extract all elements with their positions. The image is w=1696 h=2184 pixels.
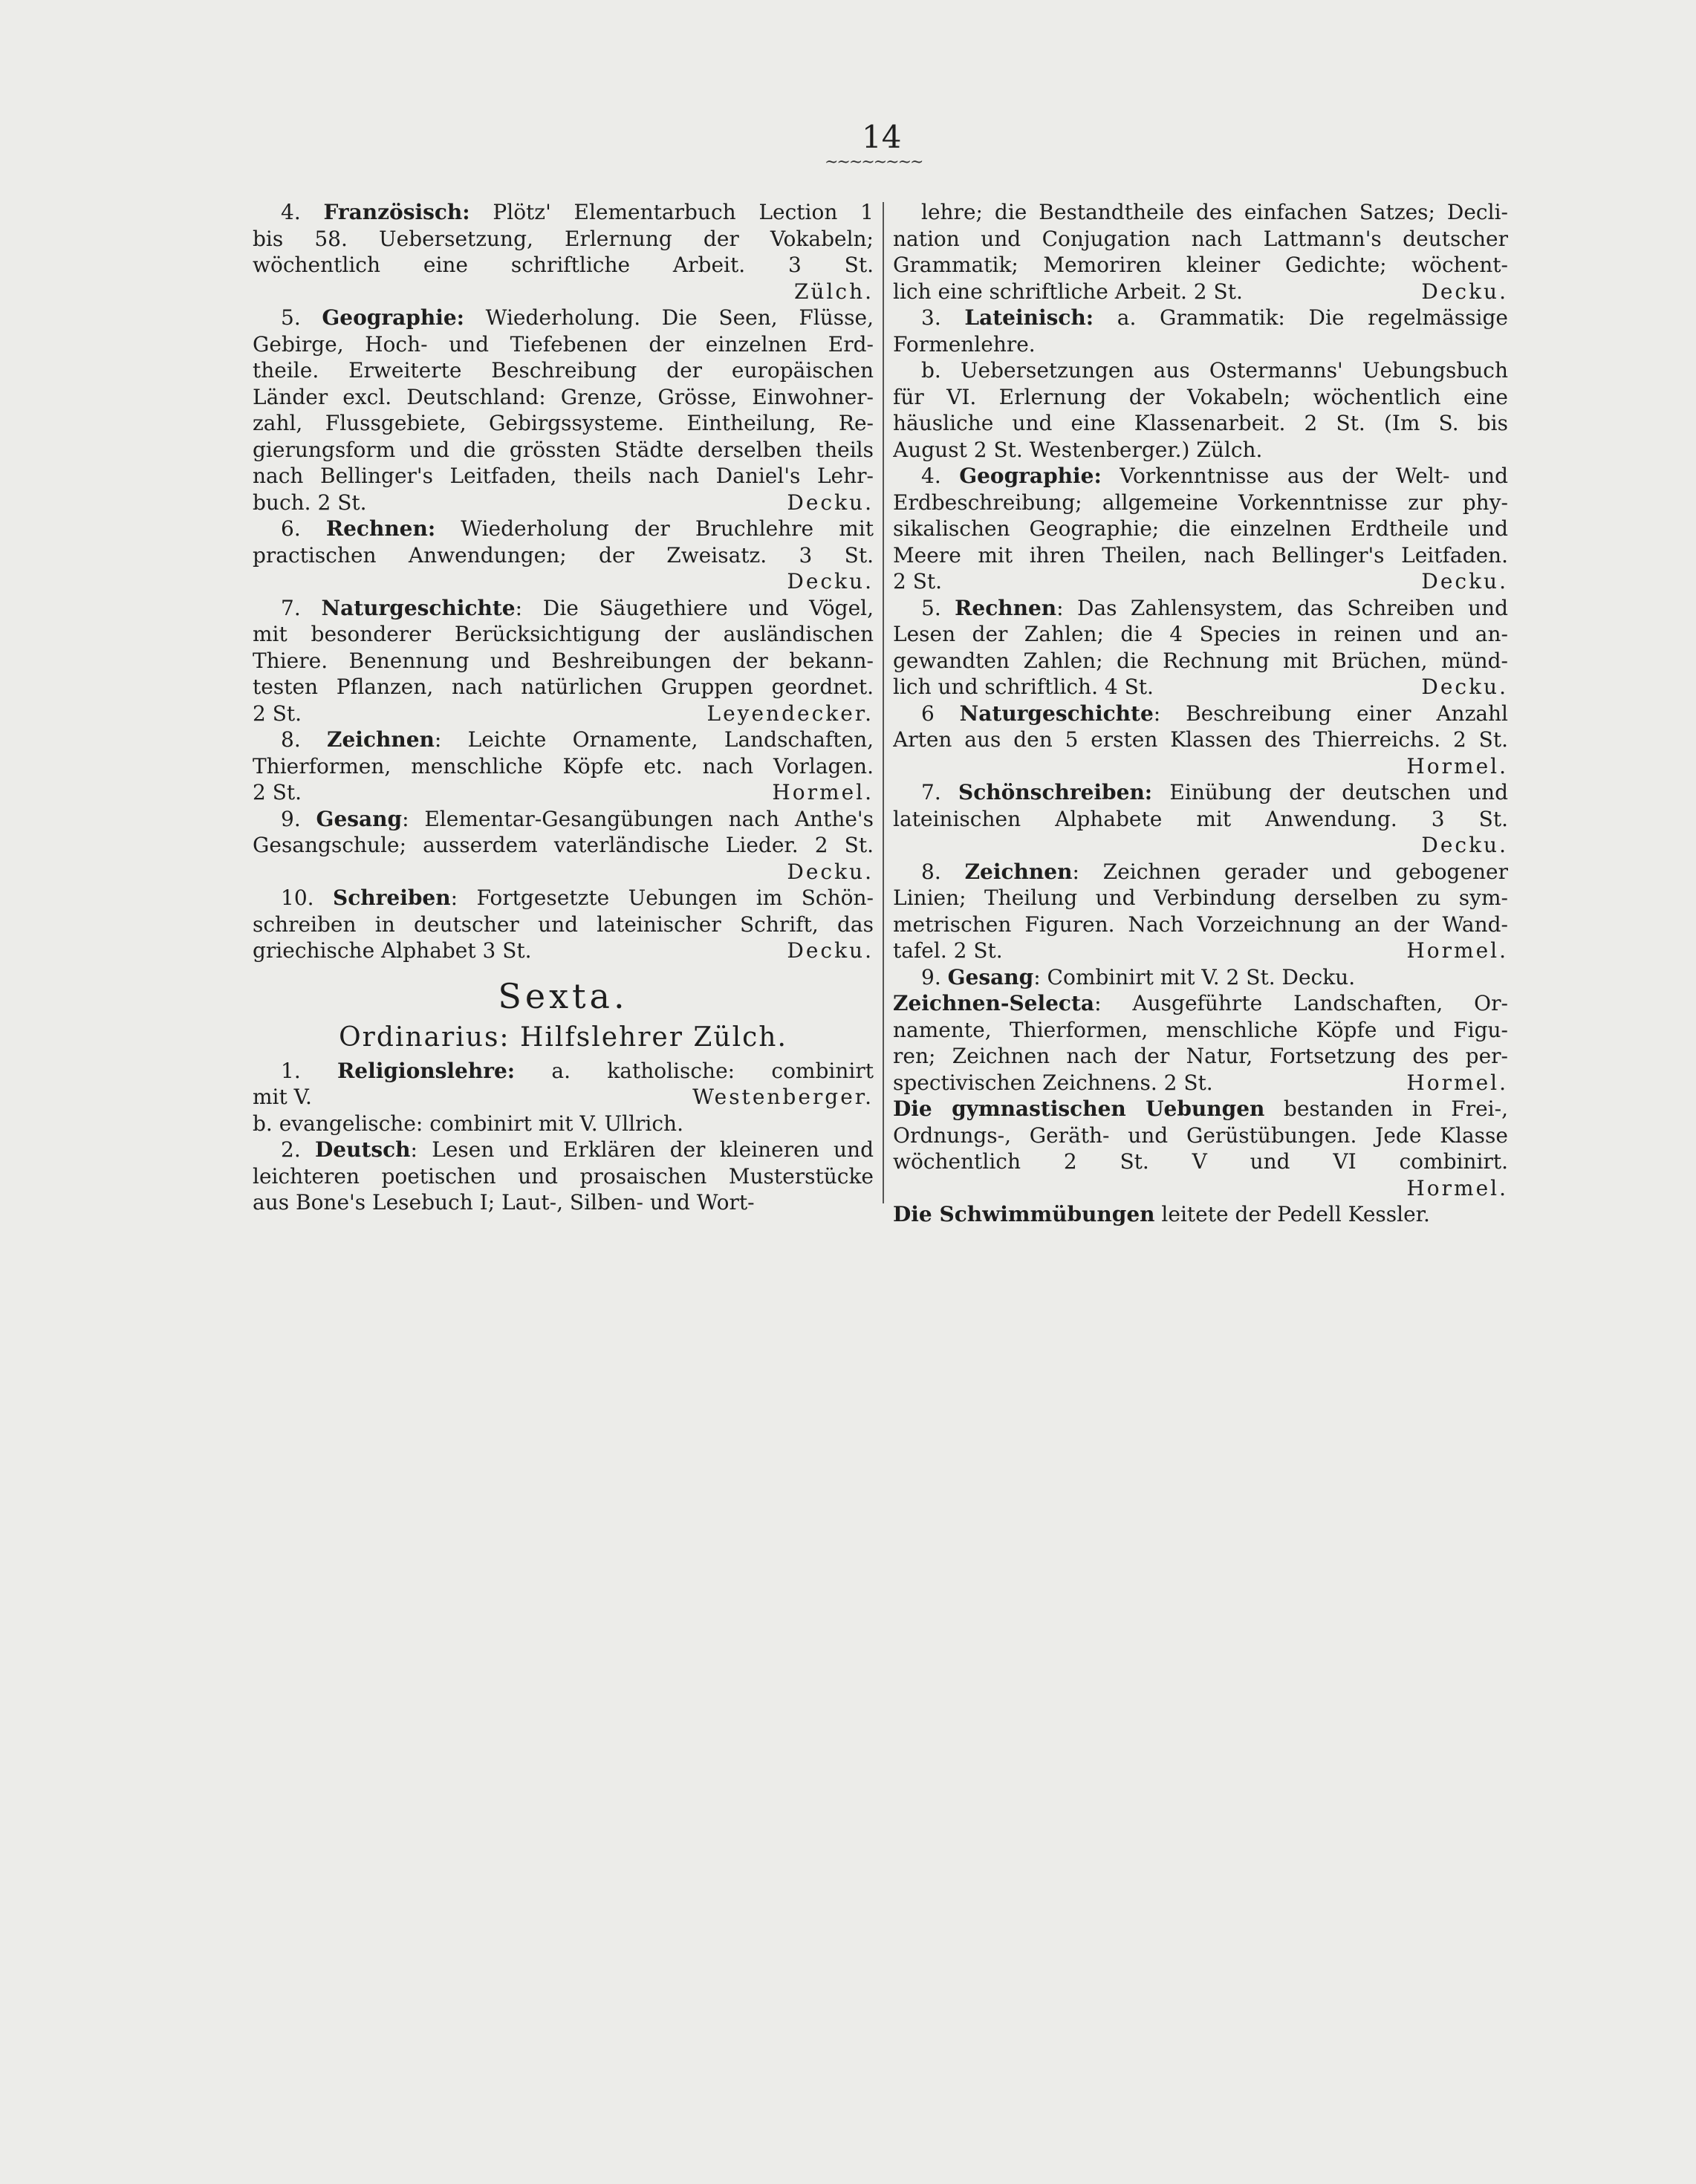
text-run: bestanden in Frei-, — [1264, 1096, 1508, 1121]
text-line — [253, 568, 874, 595]
text-run: 7. — [281, 595, 322, 620]
text-run: Linien; Theilung und Verbindung derselben zu sym- — [893, 885, 1508, 910]
left-column-sexta-paragraphs — [253, 1058, 874, 1216]
text-run: 10. — [281, 885, 333, 910]
text-run: 2 St. — [253, 780, 302, 805]
text-run: wöchentlich 2 St. V und VI combinirt. — [893, 1149, 1508, 1174]
page-number: 14 — [862, 119, 902, 155]
text-run: leitete der Pedell Kessler. — [1154, 1202, 1430, 1226]
text-run: : Zeichnen gerader und gebogener — [1072, 859, 1508, 884]
text-line — [893, 964, 1508, 991]
text-run: Gesangschule; ausserdem vaterländische Lieder. 2 St. — [253, 833, 874, 857]
text-run: Länder excl. Deutschland: Grenze, Grösse, Einwohner- — [253, 384, 874, 409]
text-run: 5. — [921, 595, 955, 620]
text-line — [893, 199, 1508, 226]
text-line — [893, 226, 1508, 253]
text-run: ren; Zeichnen nach der Natur, Fortsetzung des per- — [893, 1044, 1508, 1068]
paragraph-f4 — [253, 199, 874, 305]
text-run: leichteren poetischen und prosaischen Musterstücke — [253, 1163, 874, 1189]
text-line — [253, 357, 874, 384]
text-run: Plötz' Elementarbuch Lection 1 — [470, 200, 874, 224]
text-run: lich eine schriftliche Arbeit. 2 St. — [893, 279, 1243, 304]
text-run: Ordnungs-, Geräth- und Gerüstübungen. Jede Klasse — [893, 1122, 1508, 1148]
subject-heading: Zeichnen — [327, 727, 435, 752]
text-line — [893, 595, 1508, 622]
text-line — [253, 779, 874, 806]
text-line — [893, 621, 1508, 648]
text-run: 2 St. — [253, 701, 302, 726]
text-run: schreiben in deutscher und lateinischer Schrift, das — [253, 911, 874, 937]
text-line — [893, 990, 1508, 1017]
subject-heading: Französisch: — [323, 200, 470, 224]
text-line — [893, 252, 1508, 279]
left-column — [253, 199, 874, 1216]
subject-heading: Deutsch — [314, 1137, 411, 1162]
text-run: : Die Säugethiere und Vögel, — [515, 595, 874, 620]
subject-heading: Rechnen — [955, 595, 1057, 620]
text-run: 7. — [921, 780, 959, 805]
teacher-name: Westenberger. — [692, 1085, 874, 1109]
teacher-name: Decku. — [787, 490, 874, 515]
teacher-name: Decku. — [1421, 569, 1508, 594]
text-run: b. Uebersetzungen aus Ostermanns' Uebungsbuch — [921, 358, 1508, 383]
text-run: für VI. Erlernung der Vokabeln; wöchentlich eine — [893, 384, 1508, 409]
text-line — [253, 832, 874, 859]
text-run: häusliche und eine Klassenarbeit. 2 St. (Im S. bis — [893, 411, 1508, 435]
text-line — [253, 305, 874, 331]
text-line — [893, 1148, 1508, 1175]
text-line — [893, 1175, 1508, 1202]
text-line — [253, 648, 874, 675]
page-number-ornament: ~~~~~~~~ — [825, 153, 923, 172]
paragraph-f6 — [253, 516, 874, 595]
text-line — [893, 885, 1508, 911]
text-line — [253, 595, 874, 622]
text-line — [893, 911, 1508, 938]
text-line — [253, 516, 874, 542]
text-run: theile. Erweiterte Beschreibung der europäischen — [253, 358, 874, 383]
text-line — [893, 1043, 1508, 1070]
text-line — [253, 937, 874, 964]
text-run: zahl, Flussgebiete, Gebirgssysteme. Eintheilung, Re- — [253, 411, 874, 435]
paragraph-r9 — [893, 964, 1508, 991]
text-line — [893, 832, 1508, 859]
right-column — [893, 199, 1508, 1228]
subject-heading: Naturgeschichte — [959, 701, 1154, 726]
text-run: 6 — [921, 701, 960, 726]
text-line — [253, 701, 874, 727]
text-run: gierungsform und die grössten Städte derselben theils — [253, 437, 874, 462]
text-line — [893, 410, 1508, 437]
text-run: Wiederholung. Die Seen, Flüsse, — [464, 305, 874, 330]
text-line — [253, 806, 874, 833]
text-run: 2. — [281, 1137, 315, 1162]
text-run: b. evangelische: combinirt mit V. Ullrich. — [253, 1111, 683, 1136]
text-run: a. Grammatik: Die regelmässige — [1094, 305, 1508, 330]
text-line — [893, 1017, 1508, 1044]
text-line — [253, 226, 874, 253]
teacher-name: Hormel. — [1406, 1175, 1508, 1200]
text-line — [253, 1084, 874, 1111]
text-run: aus Bone's Lesebuch I; Laut-, Silben- und Wort- — [253, 1190, 755, 1215]
text-line — [253, 621, 874, 648]
text-run: gewandten Zahlen; die Rechnung mit Brüchen, münd- — [893, 648, 1508, 673]
text-run: testen Pflanzen, nach natürlichen Gruppen geordnet. — [253, 675, 874, 699]
paragraph-r11 — [893, 1096, 1508, 1201]
text-line — [893, 279, 1508, 305]
text-run: Erdbeschreibung; allgemeine Vorkenntnisse zur phy- — [893, 490, 1508, 515]
text-run: 2 St. — [893, 569, 943, 594]
teacher-name: Hormel. — [1406, 1070, 1508, 1095]
text-run: : Lesen und Erklären der kleineren und — [410, 1137, 874, 1162]
teacher-name: Hormel. — [772, 780, 874, 805]
text-run: : Fortgesetzte Uebungen im Schön- — [450, 885, 874, 910]
text-run: 6. — [281, 516, 326, 541]
text-run: practischen Anwendungen; der Zweisatz. 3 St. — [253, 542, 874, 568]
text-line — [253, 410, 874, 437]
teacher-name: Decku. — [1421, 279, 1508, 304]
subject-heading: Rechnen: — [325, 516, 436, 541]
text-run: buch. 2 St. — [253, 490, 367, 515]
text-run: : Leichte Ornamente, Landschaften, — [434, 727, 874, 752]
text-line — [893, 674, 1508, 701]
text-run: August 2 St. Westenberger.) Zülch. — [893, 437, 1263, 462]
text-line — [893, 1096, 1508, 1122]
subject-heading: Geographie: — [959, 464, 1102, 488]
text-run: Formenlehre. — [893, 331, 1036, 357]
teacher-name: Zülch. — [793, 279, 874, 304]
paragraph-r3 — [893, 305, 1508, 357]
text-run: 4. — [921, 464, 960, 488]
text-line — [893, 490, 1508, 516]
text-run: Arten aus den 5 ersten Klassen des Thierreichs. 2 St. — [893, 727, 1508, 752]
text-run: lehre; die Bestandtheile des einfachen Satzes; Decli- — [921, 200, 1508, 224]
section-subtitle: Ordinarius: Hilfslehrer Zülch. — [339, 1021, 787, 1053]
paragraph-s1 — [253, 1058, 874, 1137]
paragraph-s2 — [253, 1137, 874, 1216]
text-line — [253, 674, 874, 701]
text-line — [893, 806, 1508, 833]
text-run: a. katholische: combinirt — [515, 1058, 874, 1083]
text-run: : Elementar-Gesangübungen nach Anthe's — [402, 806, 874, 831]
text-line — [893, 568, 1508, 595]
paragraph-r10 — [893, 990, 1508, 1096]
left-column-paragraphs — [253, 199, 874, 964]
teacher-name: Leyendecker. — [706, 701, 874, 726]
subject-heading: Schreiben — [333, 885, 451, 910]
text-line — [893, 542, 1508, 569]
subject-heading: Gesang — [947, 964, 1034, 989]
text-run: griechische Alphabet 3 St. — [253, 938, 532, 963]
text-line — [893, 859, 1508, 885]
text-run: Vorkenntnisse aus der Welt- und — [1101, 464, 1508, 488]
text-run: spectivischen Zeichnens. 2 St. — [893, 1070, 1213, 1095]
subject-heading: Die gymnastischen Uebungen — [893, 1096, 1265, 1121]
text-line — [893, 1201, 1508, 1228]
text-run: : Ausgeführte Landschaften, Or- — [1094, 991, 1508, 1015]
text-line — [893, 516, 1508, 542]
text-line — [893, 753, 1508, 780]
text-run: 5. — [281, 305, 322, 330]
subject-heading: Gesang — [316, 806, 403, 831]
paragraph-f8 — [253, 727, 874, 806]
text-run: Meere mit ihren Theilen, nach Bellinger's Leitfaden. — [893, 542, 1508, 568]
text-run: : Das Zahlensystem, das Schreiben und — [1056, 595, 1508, 620]
subject-heading: Naturgeschichte — [321, 595, 516, 620]
subject-heading: Zeichnen — [964, 859, 1073, 884]
text-run: : Combinirt mit V. 2 St. Decku. — [1033, 964, 1356, 989]
text-run: nach Bellinger's Leitfaden, theils nach Daniel's Lehr- — [253, 464, 874, 488]
text-run: Thiere. Benennung und Beshreibungen der bekann- — [253, 648, 874, 673]
text-line — [893, 331, 1508, 358]
text-line — [253, 1189, 874, 1216]
text-line — [893, 437, 1508, 464]
text-line — [253, 199, 874, 226]
subject-heading: Religionslehre: — [337, 1058, 516, 1083]
text-run: 9. — [281, 806, 316, 831]
paragraph-r5 — [893, 595, 1508, 701]
paragraph-r3b — [893, 357, 1508, 463]
text-line — [893, 727, 1508, 753]
teacher-name: Decku. — [787, 859, 874, 884]
text-run: metrischen Figuren. Nach Vorzeichnung an der Wand- — [893, 911, 1508, 937]
text-run: 4. — [281, 200, 324, 224]
text-run: 3. — [921, 305, 965, 330]
text-line — [253, 1058, 874, 1085]
text-run: Einübung der deutschen und — [1152, 780, 1508, 805]
text-line — [253, 753, 874, 780]
text-line — [893, 937, 1508, 964]
text-line — [893, 384, 1508, 411]
text-line — [253, 252, 874, 279]
teacher-name: Hormel. — [1406, 753, 1508, 779]
text-line — [253, 727, 874, 753]
text-run: tafel. 2 St. — [893, 938, 1003, 963]
text-line — [893, 357, 1508, 384]
text-run: 1. — [281, 1058, 338, 1083]
text-line — [253, 542, 874, 569]
paragraph-r12 — [893, 1201, 1508, 1228]
text-run: : Beschreibung einer Anzahl — [1153, 701, 1508, 726]
section-title: Sexta. — [498, 975, 628, 1016]
text-run: Thierformen, menschliche Köpfe etc. nach Vorlagen. — [253, 753, 874, 779]
paragraph-r8 — [893, 859, 1508, 964]
subject-heading: Die Schwimmübungen — [893, 1202, 1155, 1226]
subject-heading: Geographie: — [322, 305, 464, 330]
subject-heading: Zeichnen-Selecta — [893, 991, 1095, 1015]
text-run: namente, Thierformen, menschliche Köpfe und Figu- — [893, 1017, 1508, 1042]
text-run: Grammatik; Memoriren kleiner Gedichte; wöchent- — [893, 253, 1508, 277]
text-line — [253, 437, 874, 464]
text-run: Wiederholung der Bruchlehre mit — [435, 516, 874, 541]
teacher-name: Decku. — [1421, 833, 1508, 857]
text-run: wöchentlich eine schriftliche Arbeit. 3 St. — [253, 253, 874, 277]
text-line — [253, 463, 874, 490]
paragraph-f5 — [253, 305, 874, 516]
text-line — [253, 331, 874, 358]
paragraph-f10 — [253, 885, 874, 964]
text-line — [893, 305, 1508, 331]
text-run: Lesen der Zahlen; die 4 Species in reinen und an- — [893, 622, 1508, 646]
teacher-name: Decku. — [1421, 675, 1508, 699]
text-line — [253, 1137, 874, 1163]
text-line — [893, 701, 1508, 727]
text-run: lich und schriftlich. 4 St. — [893, 675, 1154, 699]
text-line — [893, 1122, 1508, 1149]
text-line — [253, 911, 874, 938]
text-run: bis 58. Uebersetzung, Erlernung der Vokabeln; — [253, 226, 874, 251]
text-run: Gebirge, Hoch- und Tiefebenen der einzelnen Erd- — [253, 331, 874, 357]
subject-heading: Lateinisch: — [964, 305, 1094, 330]
text-line — [253, 859, 874, 885]
text-line — [253, 384, 874, 411]
text-line — [893, 1070, 1508, 1096]
text-run: 9. — [921, 964, 948, 989]
paragraph-r7 — [893, 779, 1508, 859]
teacher-name: Decku. — [787, 938, 874, 963]
text-line — [253, 1111, 874, 1137]
paragraph-f7 — [253, 595, 874, 727]
text-line — [253, 490, 874, 516]
text-run: mit V. — [253, 1085, 312, 1109]
paragraph-r4 — [893, 463, 1508, 595]
text-line — [893, 648, 1508, 675]
paragraph-r2 — [893, 199, 1508, 305]
text-run: lateinischen Alphabete mit Anwendung. 3 St. — [893, 806, 1508, 831]
text-run: 8. — [921, 859, 965, 884]
text-run: sikalischen Geographie; die einzelnen Erdtheile und — [893, 516, 1508, 541]
subject-heading: Schönschreiben: — [958, 780, 1153, 805]
text-run: mit besonderer Berücksichtigung der ausländischen — [253, 622, 874, 646]
text-run: 8. — [281, 727, 328, 752]
teacher-name: Decku. — [787, 569, 874, 594]
paragraph-r6 — [893, 701, 1508, 780]
text-run: nation und Conjugation nach Lattmann's deutscher — [893, 226, 1508, 251]
text-line — [253, 885, 874, 911]
text-line — [893, 779, 1508, 806]
text-line — [893, 463, 1508, 490]
column-divider — [883, 202, 884, 1203]
paragraph-f9 — [253, 806, 874, 885]
text-line — [253, 1163, 874, 1190]
text-line — [253, 279, 874, 305]
teacher-name: Hormel. — [1406, 938, 1508, 963]
